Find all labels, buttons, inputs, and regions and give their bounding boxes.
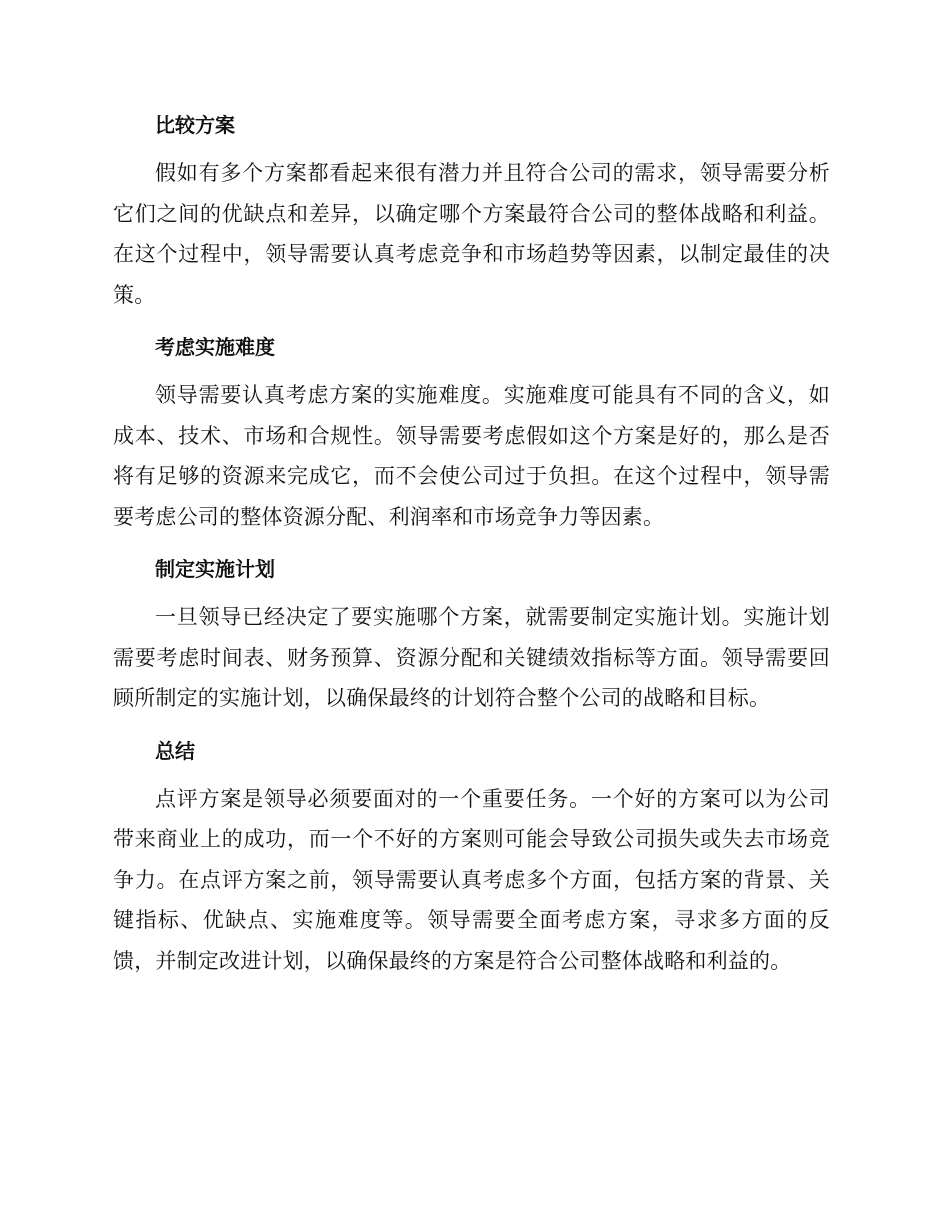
section-paragraph: 点评方案是领导必须要面对的一个重要任务。一个好的方案可以为公司带来商业上的成功，而一个不好的方案则可能会导致公司损失或失去市场竞争力。在点评方案之前，领导需要认真考虑多个方面，包括方案的背景、关键指标、优缺点、实施难度等。领导需要全面考虑方案，寻求多方面的反馈，并制定改进计划，以确保最终的方案是符合公司整体战略和利益的。 (113, 786, 830, 973)
section-implementation-difficulty (113, 327, 830, 537)
document-page (113, 105, 830, 993)
section-implementation-plan (113, 549, 830, 719)
section-heading: 制定实施计划 (155, 557, 275, 581)
section-paragraph: 假如有多个方案都看起来很有潜力并且符合公司的需求，领导需要分析它们之间的优缺点和差异，以确定哪个方案最符合公司的整体战略和利益。在这个过程中，领导需要认真考虑竞争和市场趋势等因素，以制定最佳的决策。 (113, 161, 830, 307)
section-paragraph: 领导需要认真考虑方案的实施难度。实施难度可能具有不同的含义，如成本、技术、市场和合规性。领导需要考虑假如这个方案是好的，那么是否将有足够的资源来完成它，而不会使公司过于负担。在这个过程中，领导需要考虑公司的整体资源分配、利润率和市场竞争力等因素。 (113, 383, 830, 529)
section-heading: 考虑实施难度 (155, 335, 275, 359)
section-paragraph: 一旦领导已经决定了要实施哪个方案，就需要制定实施计划。实施计划需要考虑时间表、财务预算、资源分配和关键绩效指标等方面。领导需要回顾所制定的实施计划，以确保最终的计划符合整个公司的战略和目标。 (113, 605, 830, 710)
section-summary (113, 731, 830, 982)
section-heading: 总结 (155, 738, 195, 763)
section-compare-plans (113, 105, 830, 315)
section-heading: 比较方案 (155, 113, 235, 137)
